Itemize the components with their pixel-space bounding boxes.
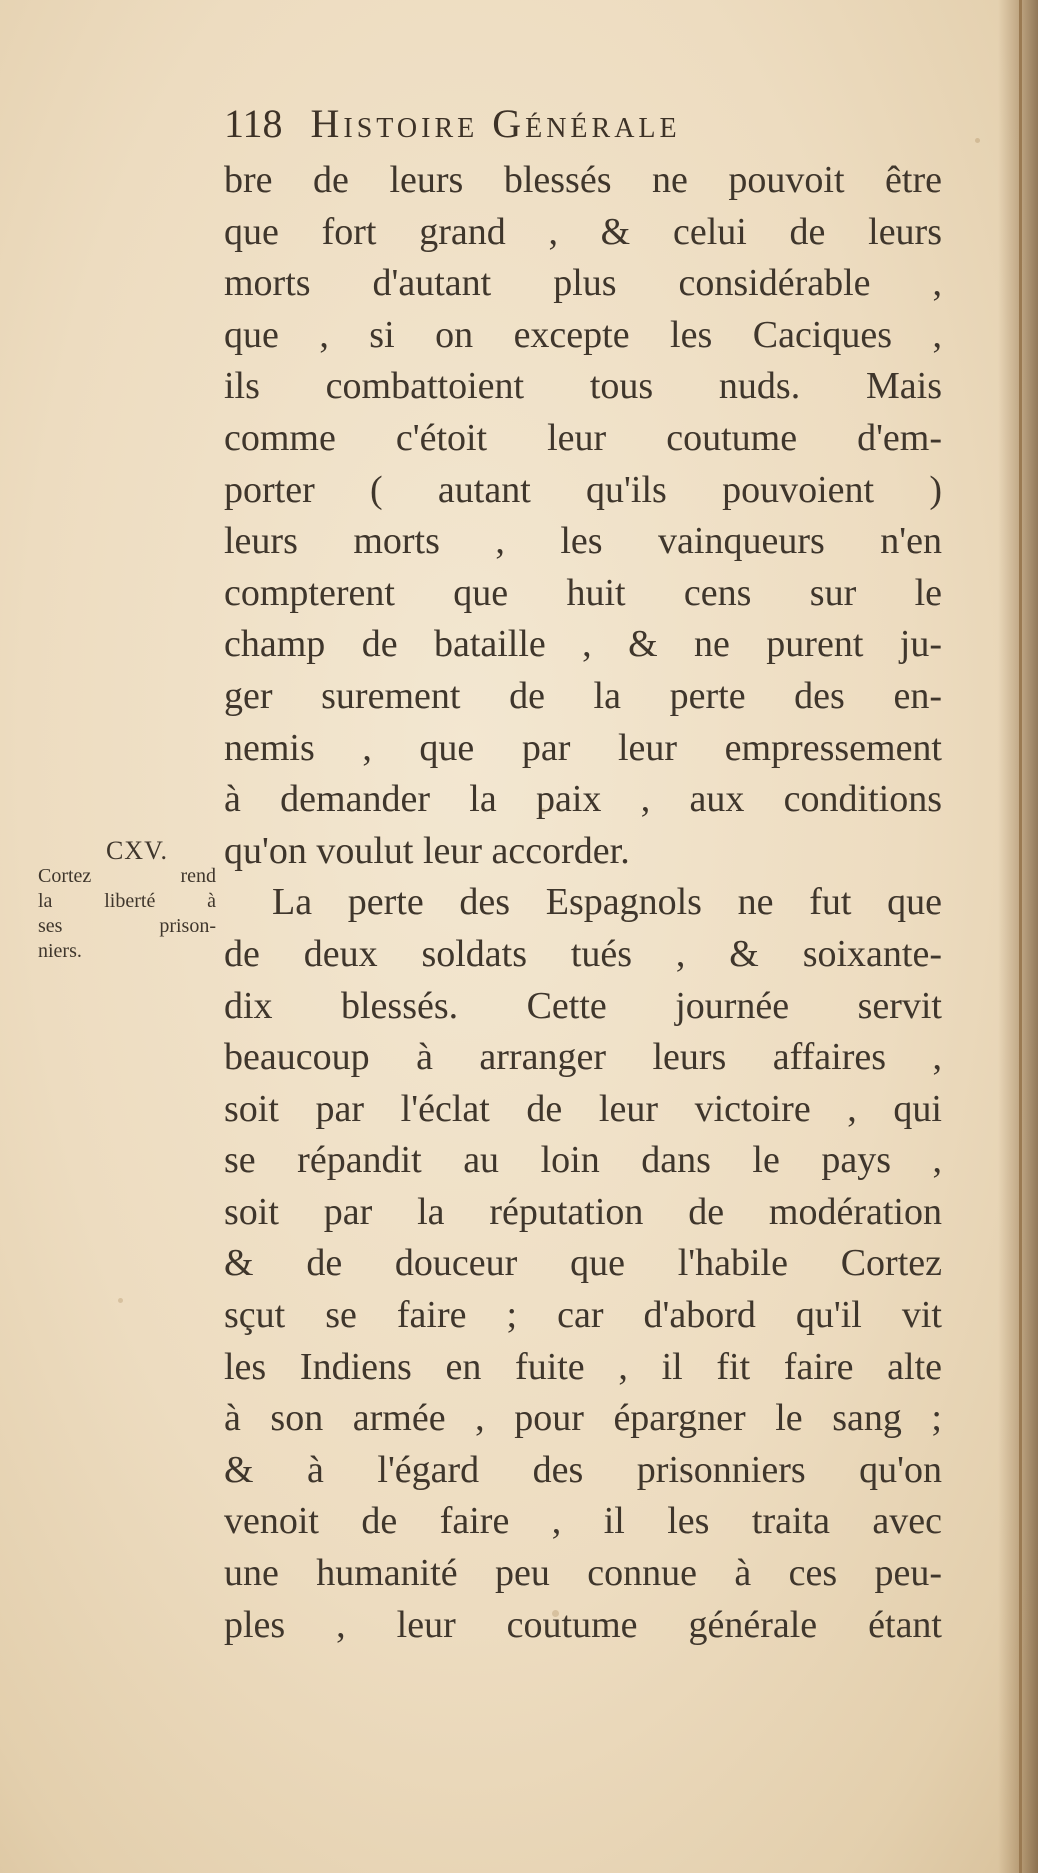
text-line: les Indiens en fuite , il fit faire alte [224,1345,942,1388]
text-line: soit par la réputation de modération [224,1190,942,1233]
text-line: à demander la paix , aux conditions [224,778,942,821]
text-line: à son armée , pour épargner le sang ; [224,1397,942,1440]
text-line: se répandit au loin dans le pays , [224,1139,942,1182]
text-line: soit par l'éclat de leur victoire , qui [224,1087,942,1130]
text-line: comme c'étoit leur coutume d'em- [224,416,942,459]
margin-note-line: ses prison- [38,915,216,937]
text-line: ils combattoient tous nuds. Mais [224,365,942,408]
text-line: La perte des Espagnols ne fut que [272,881,942,924]
text-line: porter ( autant qu'ils pouvoient ) [224,468,942,511]
margin-note [38,838,216,964]
text-line: bre de leurs blessés ne pouvoit être [224,159,942,201]
running-header [224,100,944,147]
text-line: ger surement de la perte des en- [224,674,942,717]
margin-note-line: niers. [38,940,82,962]
text-line: qu'on voulut leur accorder. [224,829,630,872]
paper-stain [118,1298,123,1303]
text-line: champ de bataille , & ne purent ju- [224,623,942,666]
text-line: morts d'autant plus considérable , [224,262,942,305]
running-title: Histoire Générale [310,101,681,146]
text-line: que , si on excepte les Caciques , [224,313,942,356]
text-line: de deux soldats tués , & soixante- [224,932,942,975]
text-line: ples , leur coutume générale étant [224,1603,942,1646]
text-line: compterent que huit cens sur le [224,571,942,614]
text-line: & de douceur que l'habile Cortez [224,1242,942,1285]
text-line: sçut se faire ; car d'abord qu'il vit [224,1294,942,1337]
body-text [224,155,942,1651]
text-line: venoit de faire , il les traita avec [224,1500,942,1543]
margin-note-number: CXV. [105,836,169,865]
margin-note-line: la liberté à [38,890,216,912]
margin-note-line: Cortez rend [38,865,216,887]
page-number: 118 [224,101,283,146]
text-line: nemis , que par leur empressement [224,726,942,769]
text-line: une humanité peu connue à ces peu- [224,1552,942,1595]
text-line: leurs morts , les vainqueurs n'en [224,520,942,563]
text-line: beaucoup à arranger leurs affaires , [224,1036,942,1079]
page-edge [1019,0,1022,1873]
binding-shadow [998,0,1038,1873]
text-line: & à l'égard des prisonniers qu'on [224,1448,942,1491]
paper-stain [975,138,980,143]
text-line: dix blessés. Cette journée servit [224,984,942,1027]
text-line: que fort grand , & celui de leurs [224,210,942,253]
